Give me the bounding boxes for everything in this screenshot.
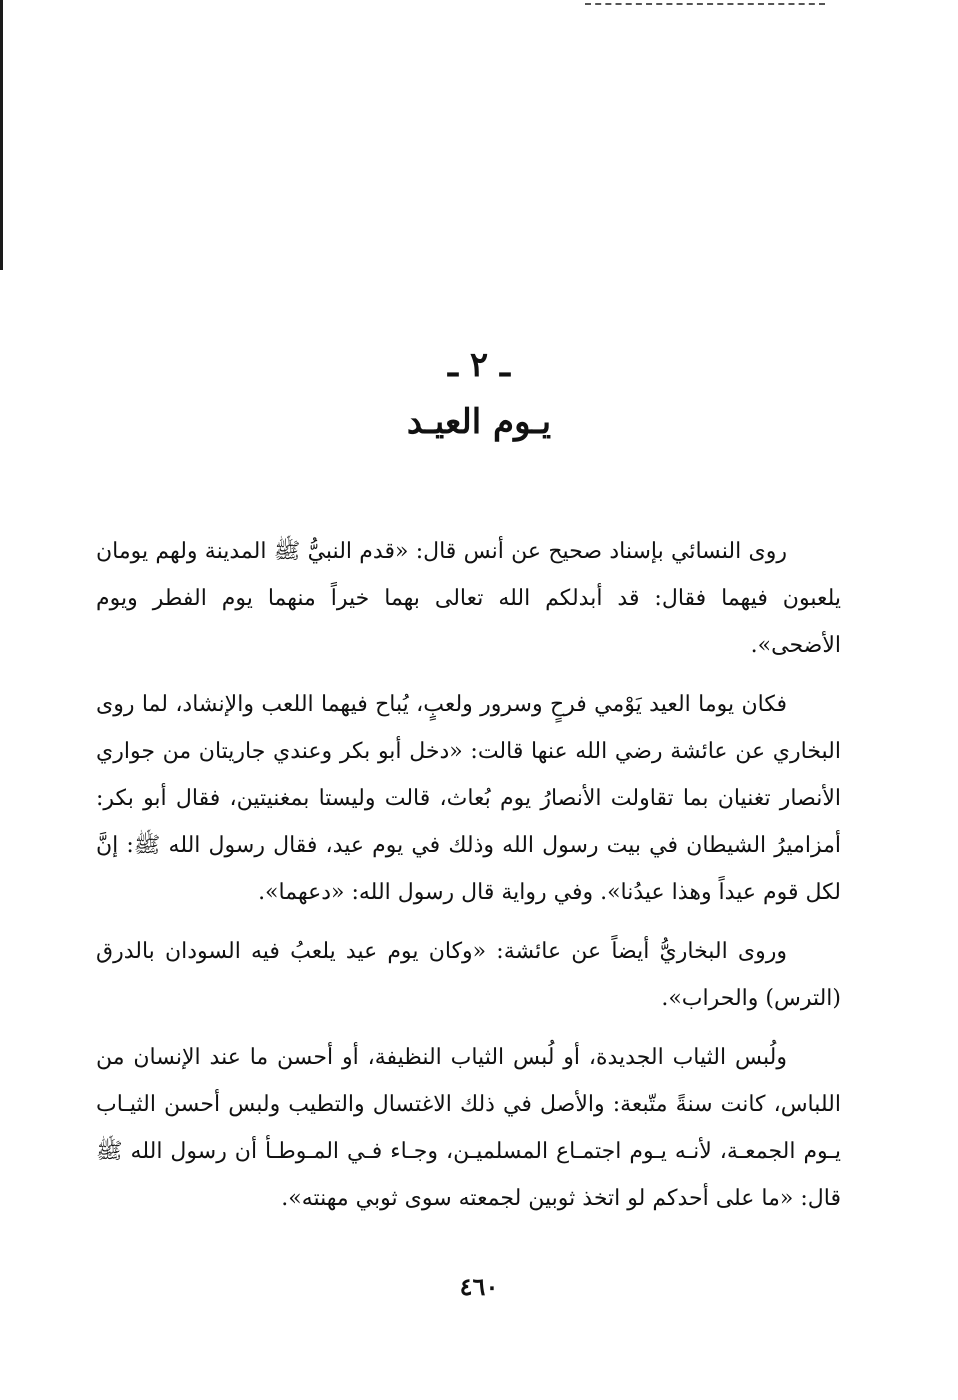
page-number: ٤٦٠ bbox=[459, 1272, 499, 1301]
chapter-number: ـ ٢ ـ bbox=[448, 345, 510, 385]
paragraph-4: ولُبس الثياب الجديدة، أو لُبس الثياب النظيفة، أو أحسن ما عند الإنسان من اللباس، كانت سنةً متّبعة: والأصل في ذلك الاغتسال والتطيب ولبس أحسن الثيـاب يـوم الجمعـة، لأنـه يـوم اجتمـاع المسلميـن، وجـاء فـي المـوطـأ أن رسول الله ﷺ قال: «ما على أحدكم لو اتخذ ثوبين لجمعته سوى ثوبي مهنته». bbox=[96, 1045, 841, 1211]
paragraph-3: وروى البخاريُّ أيضاً عن عائشة: «وكان يوم عيد يلعبُ فيه السودان بالدرق (الترس) والحراب». bbox=[96, 939, 841, 1011]
top-dashed-line bbox=[585, 3, 825, 5]
paragraph-1: روى النسائي بإسناد صحيح عن أنس قال: «قدم النبيُّ ﷺ المدينة ولهم يومان يلعبون فيهما فقال: قد أبدلكم الله تعالى بهما خيراً منهما يوم الفطر ويوم الأضحى». bbox=[96, 539, 841, 658]
paragraph-2: فكان يوما العيد يَوْمي فرحٍ وسرور ولعبٍ، يُباح فيهما اللعب والإنشاد، لما روى البخاري عن عائشة رضي الله عنها قالت: «دخل أبو بكر وعندي جاريتان من جواري الأنصار تغنيان بما تقاولت الأنصارُ يوم بُعاث، قالت وليستا بمغنيتين، فقال أبو بكر: أمزاميرُ الشيطان في بيت رسول الله وذلك في يوم عيد، فقال رسول الله ﷺ: إنَّ لكل قوم عيداً وهذا عيدُنا». وفي رواية قال رسول الله: «دعهما». bbox=[96, 692, 841, 905]
body-text bbox=[96, 528, 841, 1234]
chapter-title: يـوم العيـد bbox=[406, 402, 552, 442]
page-edge-line bbox=[0, 0, 3, 270]
